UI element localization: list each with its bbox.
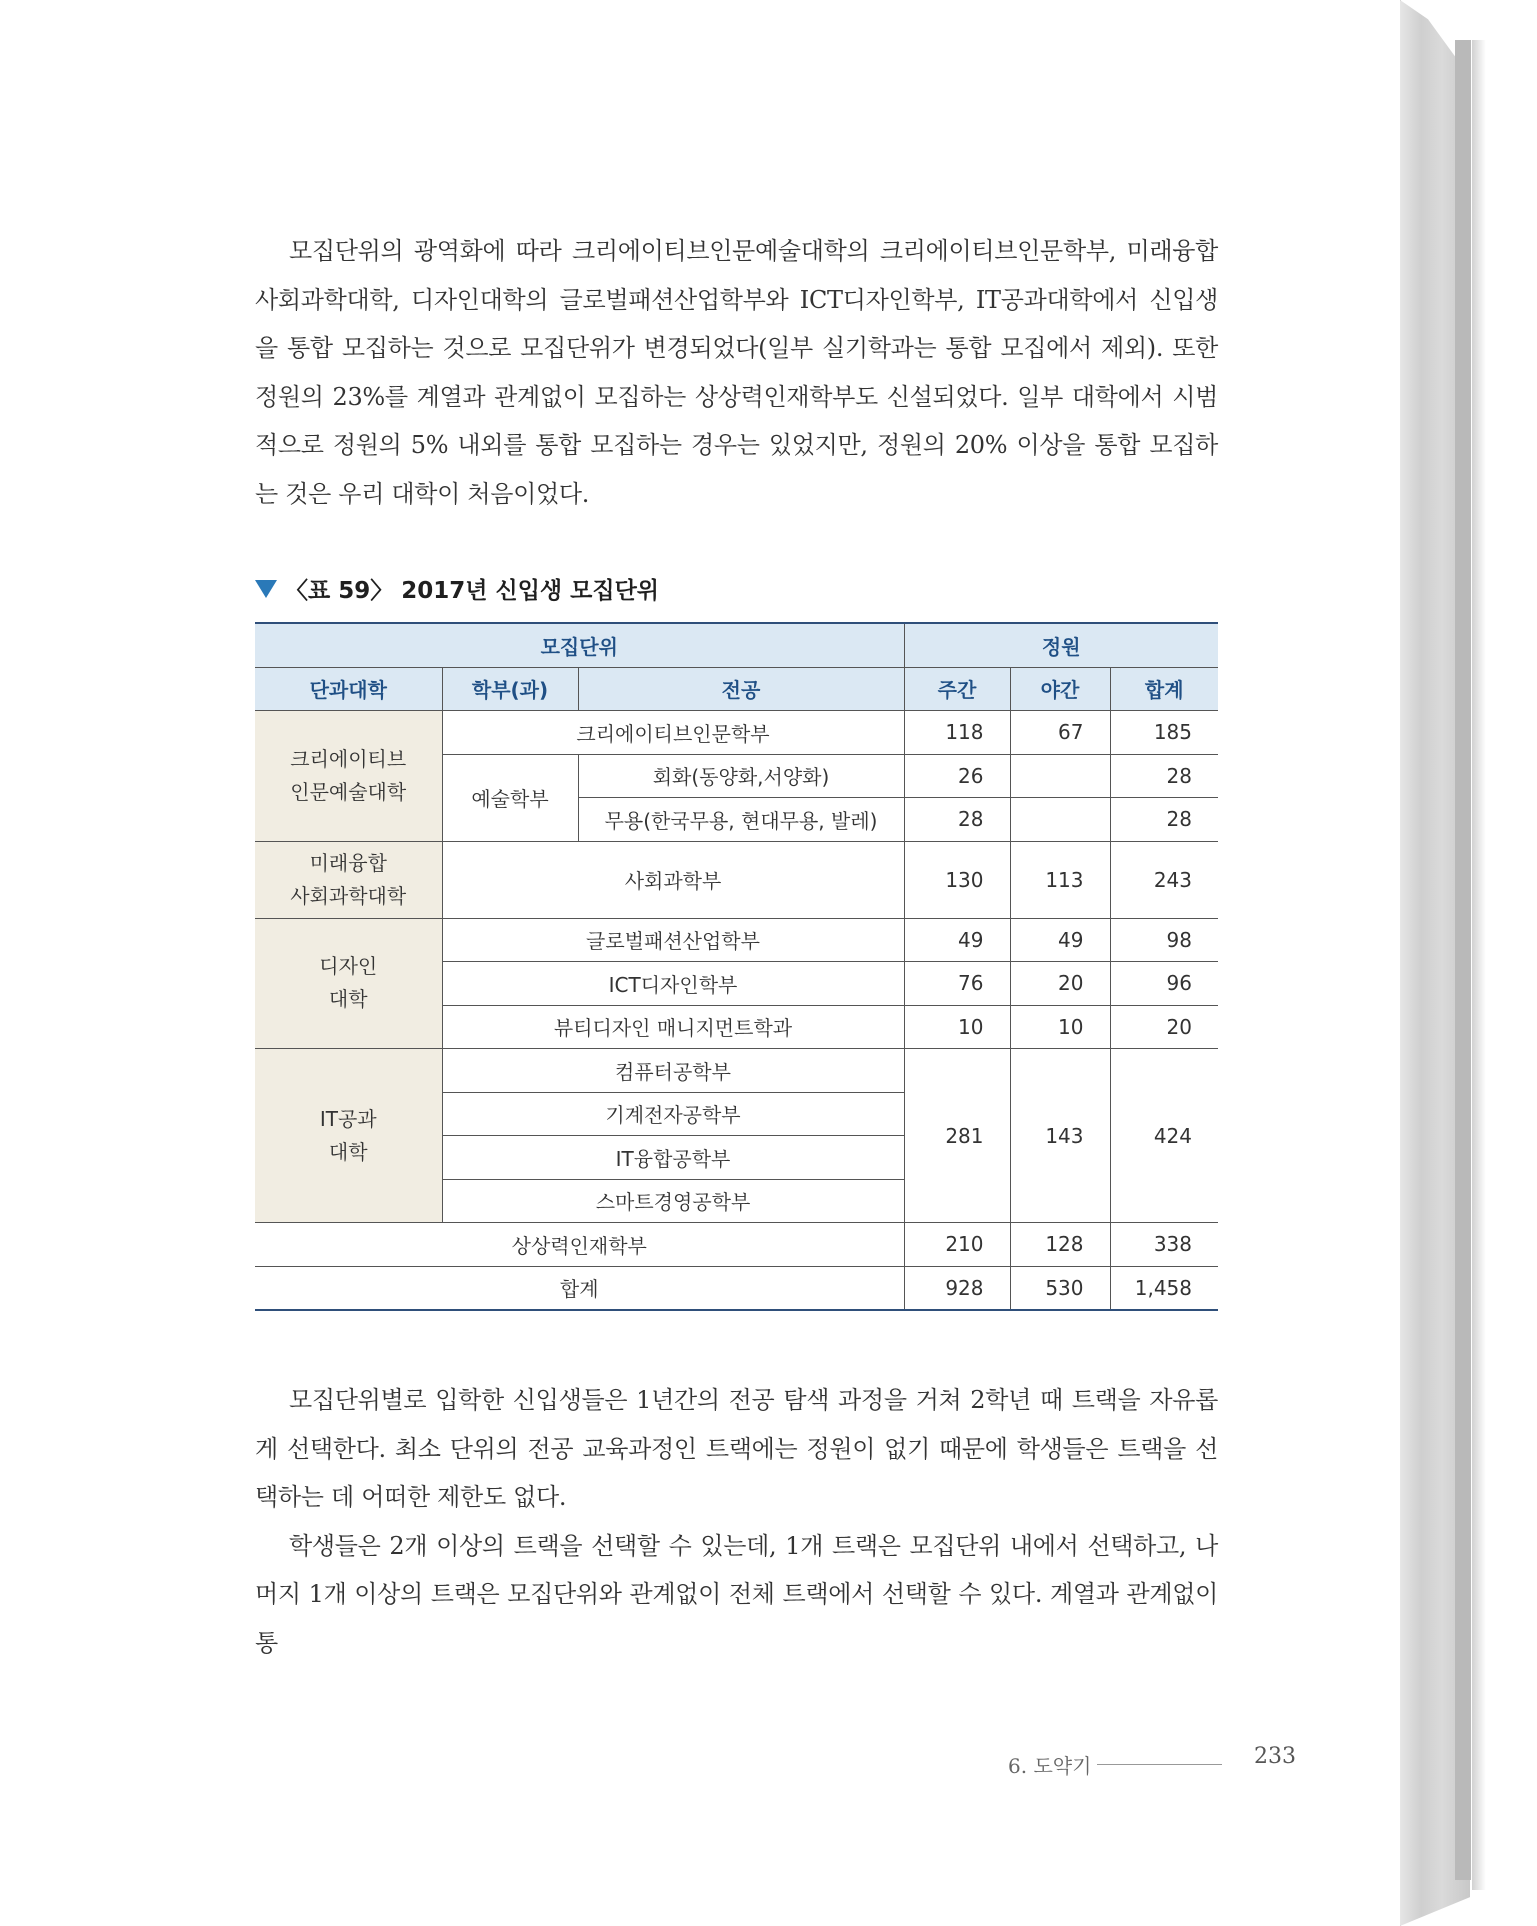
total-cell: 20 [1110,1005,1218,1049]
header-day: 주간 [904,667,1010,711]
page-shadow [1472,40,1486,1890]
table-row-sum [255,1266,1218,1310]
major-cell: 무용(한국무용, 현대무용, 발레) [578,798,904,842]
table-title [255,572,659,605]
footer-chapter: 6. 도약기 [1008,1754,1092,1778]
page-number: 233 [1254,1744,1296,1769]
table-row [255,711,1218,755]
unit-cell: ICT디자인학부 [442,962,904,1006]
night-cell: 530 [1010,1266,1110,1310]
sum-label-cell: 합계 [255,1266,904,1310]
day-cell: 28 [904,798,1010,842]
total-cell: 98 [1110,918,1218,962]
night-cell: 143 [1010,1049,1110,1223]
header-total: 합계 [1110,667,1218,711]
header-dept: 학부(과) [442,667,578,711]
unit-cell: 사회과학부 [442,841,904,918]
day-cell: 76 [904,962,1010,1006]
paragraph-text: 모집단위의 광역화에 따라 크리에이티브인문예술대학의 크리에이티브인문학부, 미래융합사회과학대학, 디자인대학의 글로벌패션산업학부와 ICT디자인학부, IT공과대학에서 신입생을 통합 모집하는 것으로 모집단위가 변경되었다(일부 실기학과는 통합 모집에서 제외). 또한 정원의 23%를 계열과 관계없이 모집하는 상상력인재학부도 신설되었다. 일부 대학에서 시범적으로 정원의 5% 내외를 통합 모집하는 경우는 있었지만, 정원의 20% 이상을 통합 모집하는 것은 우리 대학이 처음이었다. [255,237,1218,508]
day-cell: 10 [904,1005,1010,1049]
night-cell: 67 [1010,711,1110,755]
footer-rule [1097,1764,1222,1765]
paragraph-text: 모집단위별로 입학한 신입생들은 1년간의 전공 탐색 과정을 거쳐 2학년 때 트랙을 자유롭게 선택한다. 최소 단위의 전공 교육과정인 트랙에는 정원이 없기 때문에 학생들은 트랙을 선택하는 데 어떠한 제한도 없다. [255,1386,1218,1511]
night-cell: 113 [1010,841,1110,918]
unit-cell: 스마트경영공학부 [442,1179,904,1223]
body-paragraph-2 [255,1376,1218,1667]
triangle-down-icon [255,580,277,598]
night-cell [1010,798,1110,842]
unit-cell: 상상력인재학부 [255,1223,904,1267]
table-row [255,841,1218,918]
table-row [255,1049,1218,1093]
paragraph-text: 학생들은 2개 이상의 트랙을 선택할 수 있는데, 1개 트랙은 모집단위 내에서 선택하고, 나머지 1개 이상의 트랙은 모집단위와 관계없이 전체 트랙에서 선택할 수 있다. 계열과 관계없이 통 [255,1531,1218,1657]
page-footer [1008,1744,1296,1779]
total-cell: 338 [1110,1223,1218,1267]
night-cell: 10 [1010,1005,1110,1049]
college-cell: IT공과 대학 [255,1049,442,1223]
header-unit: 모집단위 [255,623,904,667]
dept-cell: 예술학부 [442,754,578,841]
major-cell: 회화(동양화,서양화) [578,754,904,798]
total-cell: 424 [1110,1049,1218,1223]
night-cell [1010,754,1110,798]
day-cell: 928 [904,1266,1010,1310]
table-title-text: 〈표 59〉 2017년 신입생 모집단위 [285,578,660,604]
night-cell: 49 [1010,918,1110,962]
unit-cell: IT융합공학부 [442,1136,904,1180]
header-night: 야간 [1010,667,1110,711]
total-cell: 185 [1110,711,1218,755]
page-edge-inner [1455,40,1471,1880]
total-cell: 28 [1110,798,1218,842]
unit-cell: 뷰티디자인 매니지먼트학과 [442,1005,904,1049]
unit-cell: 컴퓨터공학부 [442,1049,904,1093]
header-quota: 정원 [904,623,1218,667]
table-row [255,1223,1218,1267]
day-cell: 118 [904,711,1010,755]
header-college: 단과대학 [255,667,442,711]
unit-cell: 기계전자공학부 [442,1092,904,1136]
total-cell: 28 [1110,754,1218,798]
college-cell: 크리에이티브 인문예술대학 [255,711,442,842]
total-cell: 1,458 [1110,1266,1218,1310]
day-cell: 49 [904,918,1010,962]
total-cell: 243 [1110,841,1218,918]
day-cell: 130 [904,841,1010,918]
day-cell: 210 [904,1223,1010,1267]
day-cell: 281 [904,1049,1010,1223]
college-cell: 미래융합 사회과학대학 [255,841,442,918]
day-cell: 26 [904,754,1010,798]
header-major: 전공 [578,667,904,711]
night-cell: 20 [1010,962,1110,1006]
college-cell: 디자인 대학 [255,918,442,1049]
total-cell: 96 [1110,962,1218,1006]
night-cell: 128 [1010,1223,1110,1267]
table-row [255,918,1218,962]
body-paragraph-1 [255,227,1218,518]
admission-units-table [255,622,1218,1311]
unit-cell: 글로벌패션산업학부 [442,918,904,962]
unit-cell: 크리에이티브인문학부 [442,711,904,755]
